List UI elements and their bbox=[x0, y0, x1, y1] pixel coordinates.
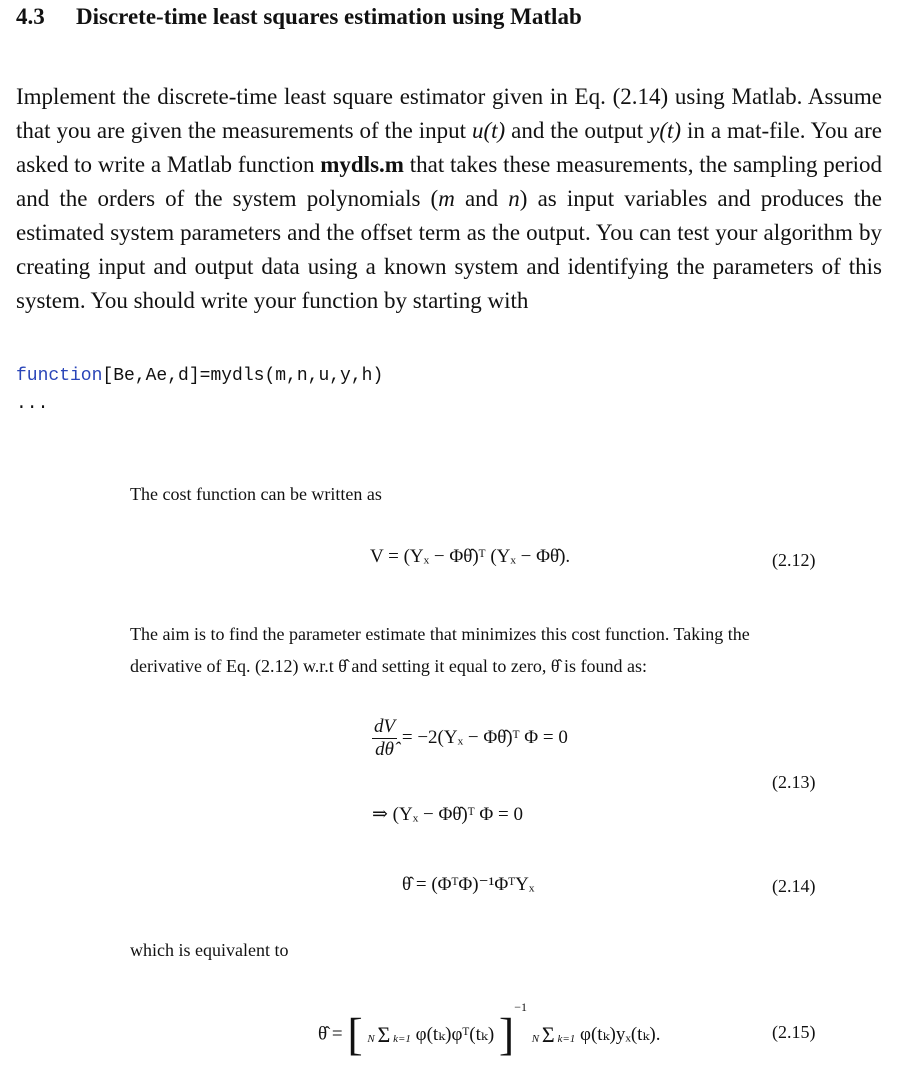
order-n-symbol: n bbox=[508, 186, 520, 211]
paragraph-text: ) as input variables and produces the estimated system parameters and the offset term as the output. You can test your algorithm by creating input and output data using a known system and identifying the parameters of this system. You should write your function by starting with bbox=[16, 186, 883, 313]
equation-2-15 bbox=[318, 1000, 660, 1058]
equation-number-2-15: (2.15) bbox=[772, 1022, 816, 1042]
paragraph-text: and the output bbox=[505, 118, 650, 143]
output-symbol: y(t) bbox=[649, 118, 682, 143]
instruction-paragraph bbox=[16, 80, 882, 318]
sum-lower-limit: k=1 bbox=[393, 1032, 411, 1045]
section-title: Discrete-time least squares estimation using Matlab bbox=[76, 4, 582, 29]
inverse-exponent: −1 bbox=[514, 1000, 528, 1014]
section-heading bbox=[16, 4, 582, 30]
aim-text-line-2: derivative of Eq. (2.12) w.r.t θ̂ and setting it equal to zero, θ̂ is found as: bbox=[130, 656, 647, 676]
derivative-rhs: = −2(Yₓ − Φθ̂)ᵀ Φ = 0 bbox=[401, 726, 568, 748]
paragraph-text: that takes these measurements, the sampling period and the orders of the system polynomials ( bbox=[16, 152, 882, 211]
section-number: 4.3 bbox=[16, 4, 45, 29]
code-line-signature bbox=[16, 366, 383, 386]
order-m-symbol: m bbox=[438, 186, 455, 211]
fraction-numerator: dV bbox=[374, 716, 396, 737]
equation-number-2-14: (2.14) bbox=[772, 876, 816, 896]
sigma-symbol: Σ bbox=[541, 1021, 555, 1047]
paragraph-text: and bbox=[454, 186, 509, 211]
input-symbol: u(t) bbox=[471, 118, 506, 143]
sum-operator-2 bbox=[531, 1021, 576, 1047]
sum-lower-limit: k=1 bbox=[557, 1032, 576, 1045]
equation-number-2-12: (2.12) bbox=[772, 550, 816, 570]
sum-upper-limit: N bbox=[367, 1032, 375, 1045]
eq215-lhs: θ̂ = bbox=[318, 1023, 343, 1045]
equivalent-text: which is equivalent to bbox=[130, 940, 289, 960]
fraction-denominator: dθ̂ bbox=[375, 739, 394, 760]
paragraph-text: Implement the discrete-time least square estimator given in Eq. (2.14) using Matlab. Assume that you are given the measurements of the input bbox=[16, 84, 882, 143]
equation-number-2-13: (2.13) bbox=[772, 772, 816, 792]
code-keyword: function bbox=[16, 366, 103, 386]
paragraph-text: in a mat-file. You are asked to write a Matlab function bbox=[16, 118, 882, 177]
aim-text-line-1: The aim is to find the parameter estimate that minimizes this cost function. Taking the bbox=[130, 624, 750, 644]
code-ellipsis: ... bbox=[16, 394, 49, 414]
eq215-sum1-term: φ(tₖ)φᵀ(tₖ) bbox=[415, 1024, 495, 1046]
right-bracket: ] bbox=[498, 1008, 515, 1060]
cost-function-text: The cost function can be written as bbox=[130, 484, 382, 504]
eq215-sum2-term: φ(tₖ)yₓ(tₖ). bbox=[580, 1024, 661, 1046]
equation-2-14: θ̂ = (ΦᵀΦ)⁻¹ΦᵀYₓ bbox=[402, 874, 535, 895]
sigma-symbol: Σ bbox=[377, 1021, 391, 1047]
equation-2-13-derivative bbox=[372, 716, 568, 761]
equation-2-12: V = (Yₓ − Φθ̂)ᵀ (Yₓ − Φθ̂). bbox=[370, 546, 571, 567]
left-bracket: [ bbox=[347, 1008, 363, 1060]
sum-upper-limit: N bbox=[531, 1032, 540, 1045]
code-signature: [Be,Ae,d]=mydls(m,n,u,y,h) bbox=[102, 366, 384, 386]
function-filename: mydls.m bbox=[320, 152, 404, 177]
derivative-fraction bbox=[372, 716, 397, 761]
sum-operator-1 bbox=[367, 1021, 411, 1047]
equation-2-13-implication: ⇒ (Yₓ − Φθ̂)ᵀ Φ = 0 bbox=[372, 804, 523, 825]
